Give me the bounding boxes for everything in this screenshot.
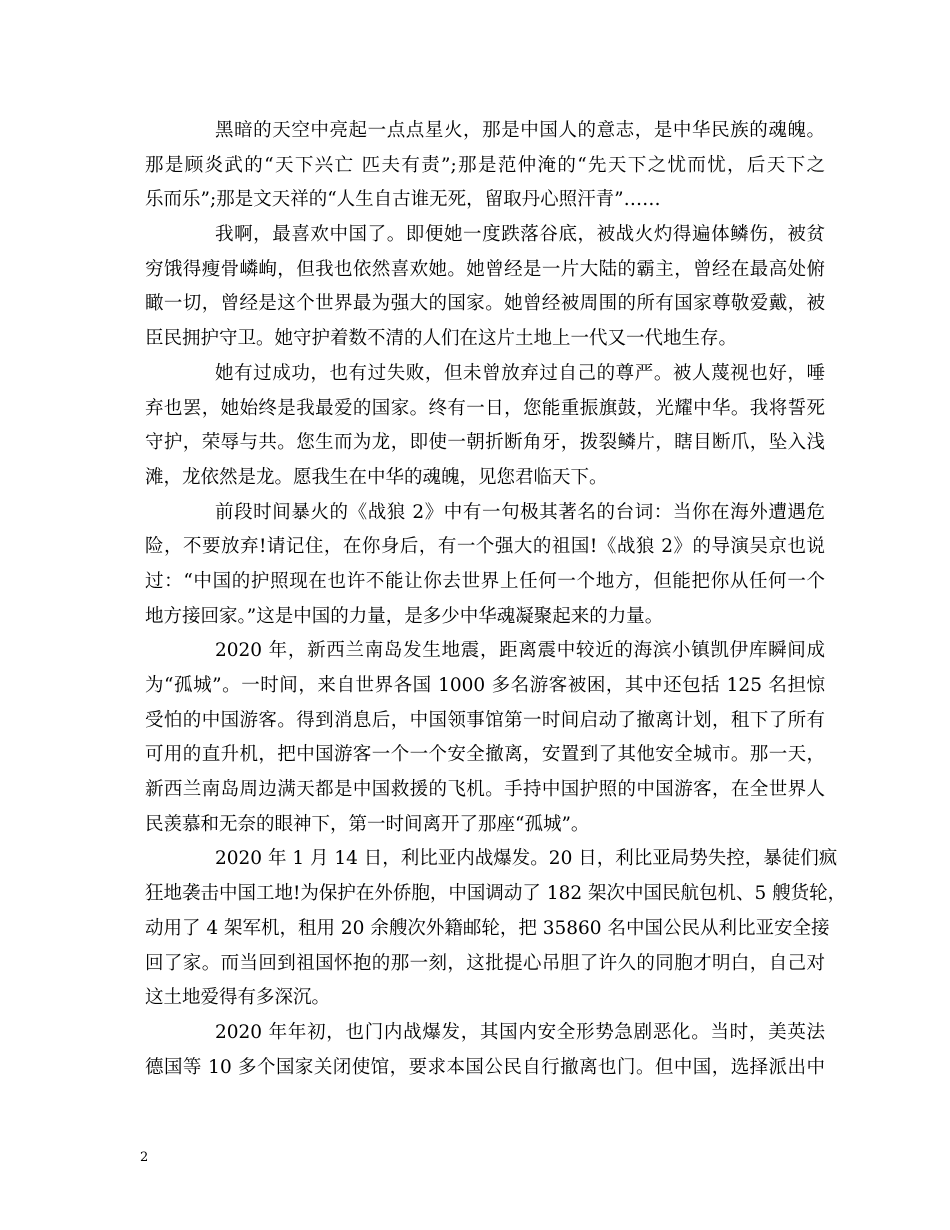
- text-line: 过：“中国的护照现在也许不能让你去世界上任何一个地方，但能把你从任何一个: [145, 570, 825, 592]
- paragraph: [145, 218, 825, 357]
- text-line: 瞰一切，曾经是这个世界最为强大的国家。她曾经被周围的所有国家尊敬爱戴，被: [145, 293, 825, 315]
- text-line: 黑暗的天空中亮起一点点星火，那是中国人的意志，是中华民族的魂魄。: [215, 120, 825, 141]
- text-line: 这土地爱得有多深沉。: [145, 987, 331, 1009]
- text-line: 守护，荣辱与共。您生而为龙，即使一朝折断角牙，拨裂鳞片，瞎目断爪，坠入浅: [145, 432, 825, 454]
- text-line: 弃也罢，她始终是我最爱的国家。终有一日，您能重振旗鼓，光耀中华。我将誓死: [145, 397, 825, 419]
- page-number: 2: [140, 1150, 149, 1165]
- text-line: 2020 年年初，也门内战爆发，其国内安全形势急剧恶化。当时，美英法: [215, 1021, 825, 1043]
- text-line: 险，不要放弃!请记住，在你身后，有一个强大的祖国!《战狼 2》的导演吴京也说: [145, 536, 825, 558]
- text-line: 2020 年，新西兰南岛发生地震，距离震中较近的海滨小镇凯伊库瞬间成: [215, 640, 825, 662]
- text-line: 可用的直升机，把中国游客一个一个安全撤离，安置到了其他安全城市。那一天，: [145, 744, 825, 766]
- paragraph: [145, 357, 825, 496]
- text-line: 狂地袭击中国工地!为保护在外侨胞，中国调动了 182 架次中国民航包机、5 艘货轮，: [145, 883, 847, 905]
- text-line: 穷饿得瘦骨嶙峋，但我也依然喜欢她。她曾经是一片大陆的霸主，曾经在最高处俯: [145, 258, 825, 280]
- text-line: 那是顾炎武的“天下兴亡 匹夫有责”;那是范仲淹的“先天下之忧而忧，后天下之: [145, 154, 825, 176]
- document-body: [145, 114, 847, 1085]
- paragraph: [145, 634, 825, 842]
- text-line: 滩，龙依然是龙。愿我生在中华的魂魄，见您君临天下。: [145, 466, 608, 488]
- text-line: 回了家。而当回到祖国怀抱的那一刻，这批提心吊胆了许久的同胞才明白，自己对: [145, 952, 825, 974]
- text-line: 地方接回家。”这是中国的力量，是多少中华魂凝聚起来的力量。: [145, 605, 664, 627]
- text-line: 她有过成功，也有过失败，但未曾放弃过自己的尊严。被人蔑视也好，唾: [215, 362, 825, 384]
- paragraph: [145, 1016, 825, 1085]
- text-line: 民羡慕和无奈的眼神下，第一时间离开了那座“孤城”。: [145, 813, 590, 835]
- paragraph: [145, 114, 825, 218]
- text-line: 动用了 4 架军机，租用 20 余艘次外籍邮轮，把 35860 名中国公民从利比亚安全接: [145, 917, 830, 939]
- text-line: 我啊，最喜欢中国了。即便她一度跌落谷底，被战火灼得遍体鳞伤，被贫: [215, 224, 825, 246]
- text-line: 受怕的中国游客。得到消息后，中国领事馆第一时间启动了撤离计划，租下了所有: [145, 709, 825, 731]
- text-line: 前段时间暴火的《战狼 2》中有一句极其著名的台词：当你在海外遭遇危: [215, 501, 825, 523]
- paragraph: [145, 842, 847, 1015]
- text-line: 乐而乐”;那是文天祥的“人生自古谁无死，留取丹心照汗青”……: [145, 189, 661, 211]
- text-line: 臣民拥护守卫。她守护着数不清的人们在这片土地上一代又一代地生存。: [145, 328, 738, 350]
- text-line: 为“孤城”。一时间，来自世界各国 1000 多名游客被困，其中还包括 125 名担惊: [145, 675, 825, 696]
- text-line: 新西兰南岛周边满天都是中国救援的飞机。手持中国护照的中国游客，在全世界人: [145, 779, 825, 801]
- paragraph: [145, 496, 825, 635]
- text-line: 2020 年 1 月 14 日，利比亚内战爆发。20 日，利比亚局势失控，暴徒们疯: [215, 848, 838, 870]
- text-line: 德国等 10 多个国家关闭使馆，要求本国公民自行撤离也门。但中国，选择派出中: [145, 1056, 825, 1078]
